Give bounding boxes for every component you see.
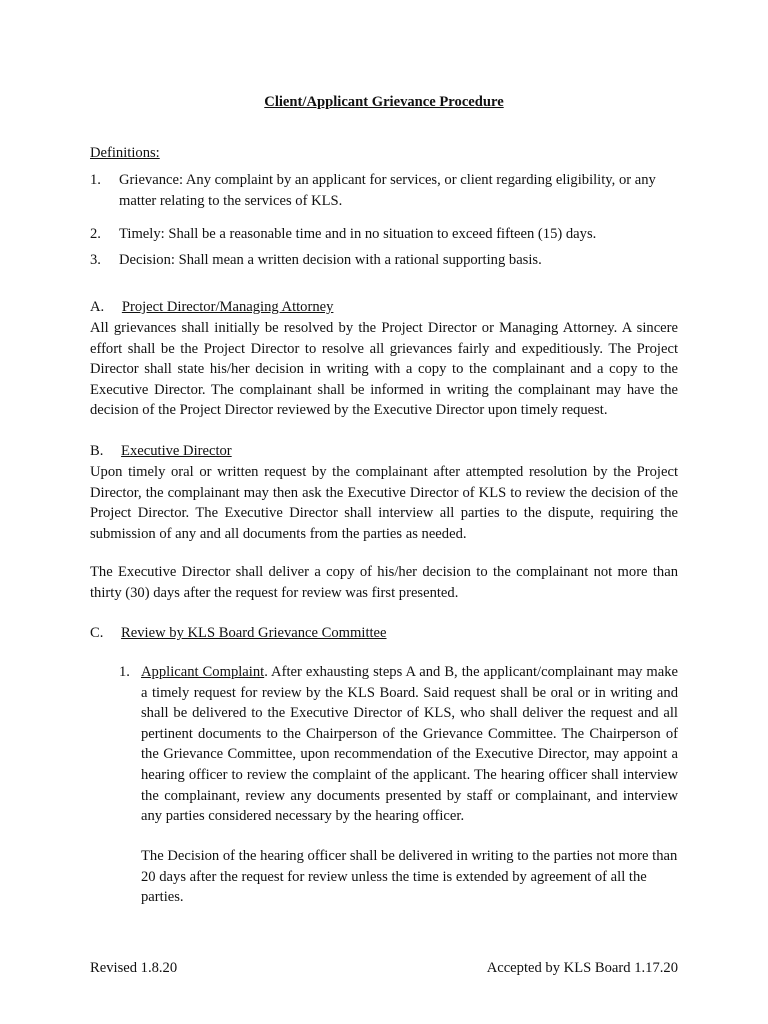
definitions-heading: Definitions: xyxy=(90,145,160,161)
section-heading: Project Director/Managing Attorney xyxy=(121,299,334,315)
section-letter: A. xyxy=(90,299,105,315)
section-letter: C. xyxy=(90,625,104,641)
footer-revised: Revised 1.8.20 xyxy=(90,960,178,976)
subsection-heading: Applicant Complaint xyxy=(141,664,265,680)
section-b-header xyxy=(90,441,232,462)
definition-text: Grievance: Any complaint by an applicant for services, or client regarding eligibility, or any matter relating to the services of KLS. xyxy=(119,172,656,209)
section-c-header xyxy=(90,623,387,644)
definition-text: Decision: Shall mean a written decision with a rational supporting basis. xyxy=(119,252,542,268)
definition-number: 2. xyxy=(90,226,101,242)
definition-number: 1. xyxy=(90,172,101,188)
footer-accepted: Accepted by KLS Board 1.17.20 xyxy=(486,960,678,976)
section-heading: Review by KLS Board Grievance Committee xyxy=(121,625,387,641)
section-heading: Executive Director xyxy=(121,443,232,459)
subsection-number: 1. xyxy=(119,664,130,680)
page-title: Client/Applicant Grievance Procedure xyxy=(264,94,504,110)
section-letter: B. xyxy=(90,443,104,459)
section-a-header xyxy=(90,297,333,318)
subsection-body xyxy=(141,662,678,827)
definition-text: Timely: Shall be a reasonable time and in no situation to exceed fifteen (15) days. xyxy=(119,226,597,242)
subsection-body-2: The Decision of the hearing officer shall be delivered in writing to the parties not more than 20 days after the request for review unless the time is extended by agreement of all the parties. xyxy=(141,848,678,906)
definition-number: 3. xyxy=(90,252,101,268)
section-b-body-2: The Executive Director shall deliver a copy of his/her decision to the complainant not more than thirty (30) days after the request for review was first presented. xyxy=(90,564,678,601)
subsection-text: . After exhausting steps A and B, the applicant/complainant may make a timely request for review by the KLS Board. Said request shall be oral or in writing and shall be delivered to the Executive Director of KLS, who shall deliver the request and all pertinent documents to the Chairperson of the Grievance Committee. The Chairperson of the Grievance Committee, upon recommendation of the Executive Director, may appoint a hearing officer to review the complaint of the applicant. The hearing officer shall interview the complainant, review any documents presented by staff or complainant, and interview any parties considered necessary by the hearing officer. xyxy=(141,664,678,825)
section-b-body: Upon timely oral or written request by the complainant after attempted resolution by the Project Director, the complainant may then ask the Executive Director of KLS to review the decision of the Project Director. The Executive Director shall interview all parties to the dispute, requiring the submission of any and all documents from the parties as needed. xyxy=(90,464,678,542)
section-a-body: All grievances shall initially be resolved by the Project Director or Managing Attorney. A sincere effort shall be the Project Director to resolve all grievances fairly and expeditiously. The Project Director shall state his/her decision in writing with a copy to the complainant and a copy to the Executive Director. The complainant shall be informed in writing the complainant may have the decision of the Project Director reviewed by the Executive Director upon timely request. xyxy=(90,320,678,419)
